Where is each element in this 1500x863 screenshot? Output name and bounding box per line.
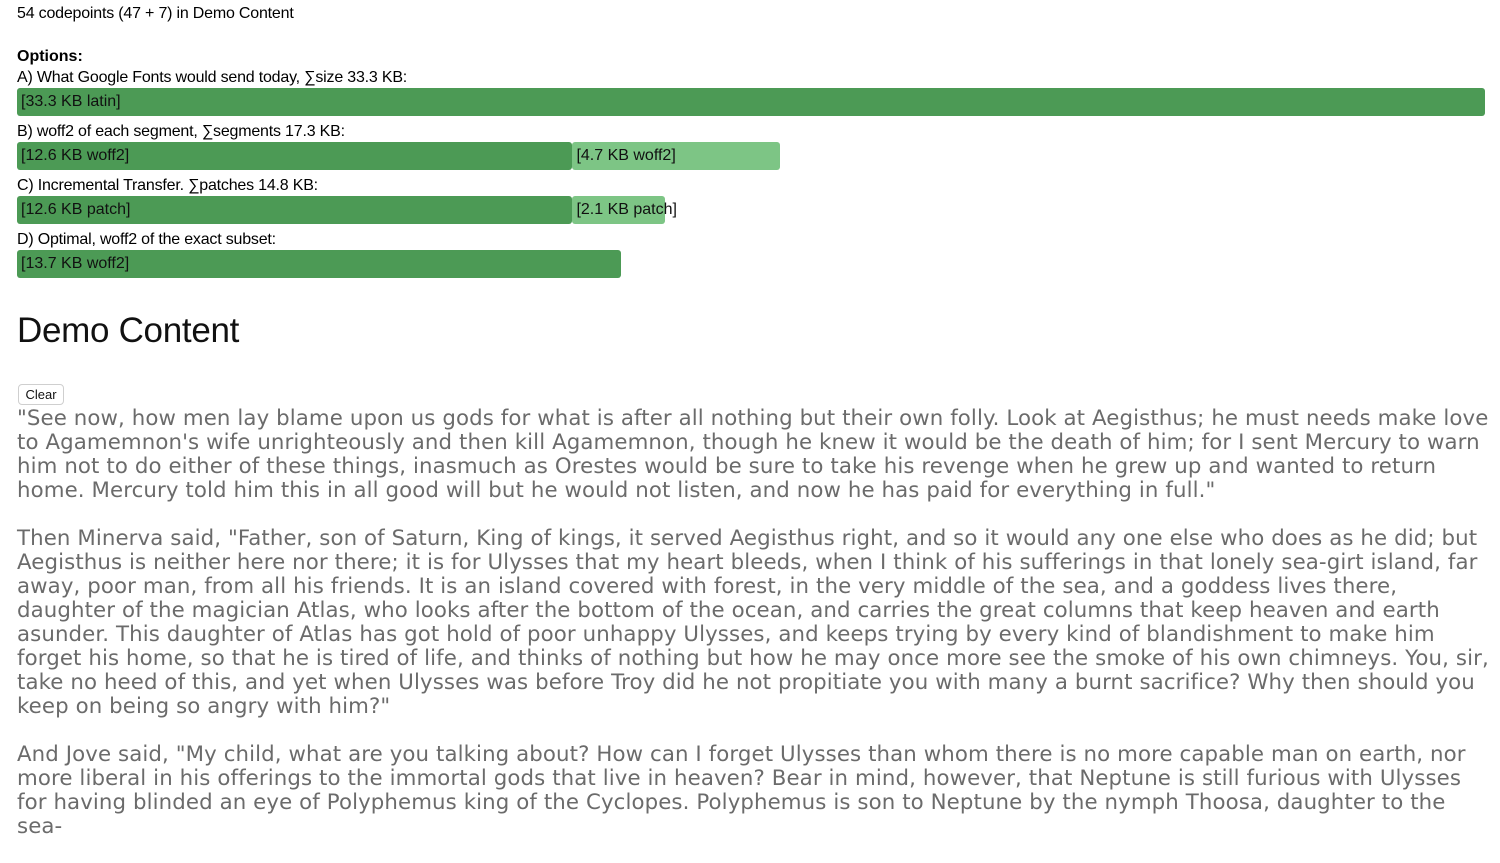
codepoint-stats: 54 codepoints (47 + 7) in Demo Content	[17, 5, 294, 22]
option-a-segment-1: [33.3 KB latin]	[17, 88, 1485, 116]
content-paragraph: "See now, how men lay blame upon us gods for what is after all nothing but their own folly. Look at Aegisthus; he must needs make love to Agamemnon's wife unrighteously and then kill Agamemnon, though he knew it would be the death of him; for I sent Mercury to warn him not to do either of these things, inasmuch as Orestes would be sure to take his revenge when he grew up and wanted to return home. Mercury told him this in all good will but he would not listen, and now he has paid for everything in full."	[17, 406, 1489, 503]
option-d-segment-1: [13.7 KB woff2]	[17, 250, 621, 278]
option-d-bar	[17, 250, 621, 278]
demo-content-text[interactable]	[17, 407, 1489, 863]
clear-button[interactable]: Clear	[18, 384, 64, 405]
content-paragraph: Then Minerva said, "Father, son of Saturn, King of kings, it served Aegisthus right, and so it would any one else who does as he did; but Aegisthus is neither here nor there; it is for Ulysses that my heart bleeds, when I think of his sufferings in that lonely sea-girt island, far away, poor man, from all his friends. It is an island covered with forest, in the very middle of the sea, and a goddess lives there, daughter of the magician Atlas, who looks after the bottom of the ocean, and carries the great columns that keep heaven and earth asunder. This daughter of Atlas has got hold of poor unhappy Ulysses, and keeps trying by every kind of blandishment to make him forget his home, so that he is tired of life, and thinks of nothing but how he may once more see the smoke of his own chimneys. You, sir, take no heed of this, and yet when Ulysses was before Troy did he not propitiate you with many a burnt sacrifice? Why then should you keep on being so angry with him?"	[17, 526, 1489, 719]
option-c-segment-2: [2.1 KB patch]	[572, 196, 665, 224]
option-c-segment-1: [12.6 KB patch]	[17, 196, 572, 224]
option-a-label: A) What Google Fonts would send today, ∑size 33.3 KB:	[17, 69, 408, 86]
option-b-segment-2: [4.7 KB woff2]	[572, 142, 779, 170]
option-b-bar	[17, 142, 780, 170]
option-c-bar	[17, 196, 677, 224]
option-c-label: C) Incremental Transfer. ∑patches 14.8 KB:	[17, 177, 318, 194]
option-b-label: B) woff2 of each segment, ∑segments 17.3 KB:	[17, 123, 345, 140]
content-paragraph: And Jove said, "My child, what are you talking about? How can I forget Ulysses than whom there is no more capable man on earth, nor more liberal in his offerings to the immortal gods that live in heaven? Bear in mind, however, that Neptune is still furious with Ulysses for having blinded an eye of Polyphemus king of the Cyclopes. Polyphemus is son to Neptune by the nymph Thoosa, daughter to the sea-	[17, 742, 1466, 839]
demo-content-heading: Demo Content	[17, 311, 240, 350]
options-heading: Options:	[17, 48, 83, 65]
option-b-segment-1: [12.6 KB woff2]	[17, 142, 572, 170]
option-d-label: D) Optimal, woff2 of the exact subset:	[17, 231, 276, 248]
option-a-bar	[17, 88, 1485, 116]
